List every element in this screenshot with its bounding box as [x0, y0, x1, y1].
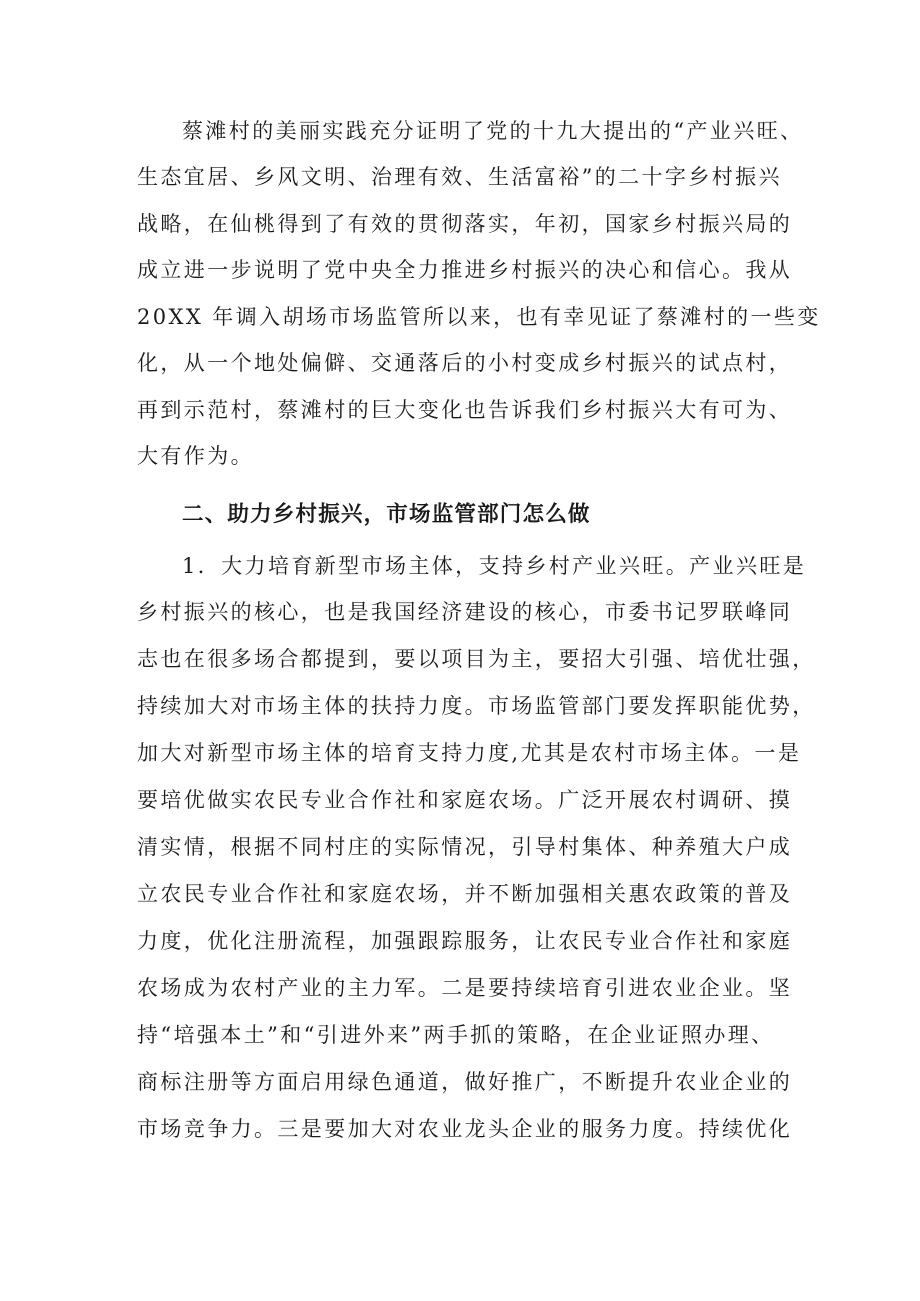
paragraph-2-line-7: 清实情，根据不同村庄的实际情况，引导村集体、种养殖大户成 [137, 835, 793, 859]
paragraph-2-line-5: 加大对新型市场主体的培育支持力度,尤其是农村市场主体。一是 [137, 741, 802, 765]
paragraph-2-line-4: 持续加大对市场主体的扶持力度。市场监管部门要发挥职能优势， [137, 694, 816, 718]
paragraph-2-line-6: 要培优做实农民专业合作社和家庭农场。广泛开展农村调研、摸 [137, 788, 793, 812]
paragraph-2-line-12: 商标注册等方面启用绿色通道，做好推广，不断提升农业企业的 [137, 1070, 793, 1094]
paragraph-1-line-2: 生态宜居、乡风文明、治理有效、生活富裕”的二十字乡村振兴 [137, 165, 782, 189]
paragraph-1-line-4: 成立进一步说明了党中央全力推进乡村振兴的决心和信心。我从 [137, 258, 793, 282]
paragraph-2-line-2: 乡村振兴的核心，也是我国经济建设的核心，市委书记罗联峰同 [137, 600, 793, 624]
paragraph-2-line-1: 1．大力培育新型市场主体，支持乡村产业兴旺。产业兴旺是 [182, 554, 807, 578]
paragraph-2-line-10: 农场成为农村产业的主力军。二是要持续培育引进农业企业。坚 [137, 976, 793, 1000]
paragraph-2-line-3: 志也在很多场合都提到，要以项目为主，要招大引强、培优壮强， [137, 647, 816, 671]
paragraph-2-line-8: 立农民专业合作社和家庭农场，并不断加强相关惠农政策的普及 [137, 882, 793, 906]
paragraph-2-line-9: 力度，优化注册流程，加强跟踪服务，让农民专业合作社和家庭 [137, 929, 793, 953]
paragraph-1-line-6: 化，从一个地处偏僻、交通落后的小村变成乡村振兴的试点村， [137, 351, 793, 375]
paragraph-2-line-13: 市场竞争力。三是要加大对农业龙头企业的服务力度。持续优化 [137, 1117, 793, 1141]
paragraph-1-line-7: 再到示范村，蔡滩村的巨大变化也告诉我们乡村振兴大有可为、 [137, 398, 793, 422]
paragraph-1-line-8: 大有作为。 [137, 444, 254, 468]
section-heading: 二、助力乡村振兴，市场监管部门怎么做 [182, 502, 591, 527]
paragraph-1-line-5: 20XX 年调入胡场市场监管所以来，也有幸见证了蔡滩村的一些变 [137, 305, 821, 329]
paragraph-1-line-1: 蔡滩村的美丽实践充分证明了党的十九大提出的“产业兴旺、 [182, 119, 804, 143]
paragraph-1-line-3: 战略，在仙桃得到了有效的贯彻落实，年初，国家乡村振兴局的 [137, 212, 793, 236]
paragraph-2-line-11: 持“培强本土”和“引进外来”两手抓的策略，在企业证照办理、 [137, 1023, 775, 1047]
